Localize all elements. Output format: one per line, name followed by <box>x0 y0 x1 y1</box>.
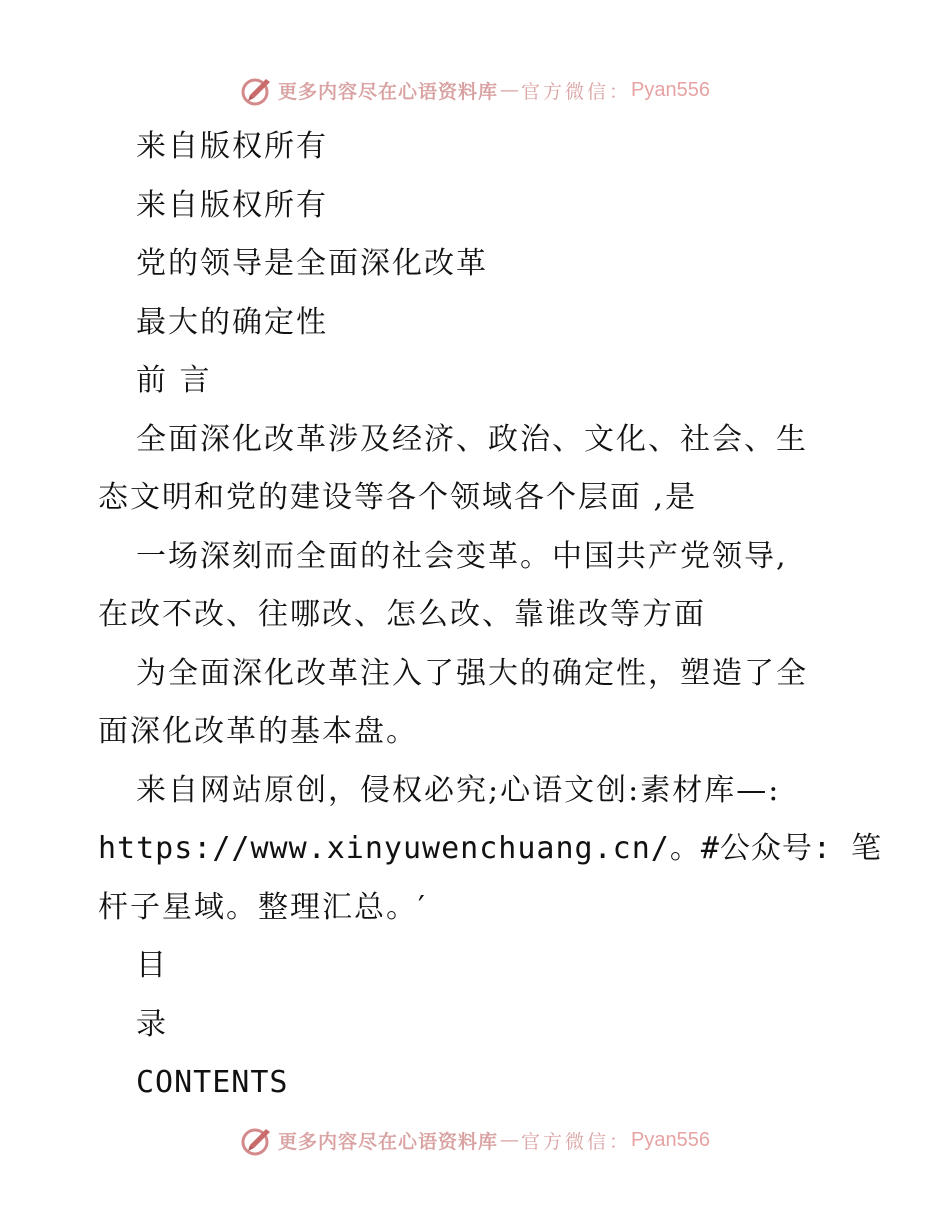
preface-heading: 前 言 <box>136 363 212 398</box>
watermark-separator: — <box>500 79 520 101</box>
watermark-wechat-id: Pyan556 <box>631 1128 710 1151</box>
watermark-wechat-id: Pyan556 <box>631 78 710 101</box>
paragraph-text: 为全面深化改革注入了强大的确定性，塑造了全 <box>136 655 808 691</box>
source-notice: 来自网站原创，侵权必究;心语文创:素材库—: <box>136 772 781 808</box>
paragraph-text: 面深化改革的基本盘。 <box>98 714 418 749</box>
paragraph-text: 态文明和党的建设等各个领域各个层面 ,是 <box>98 480 698 515</box>
document-title: 党的领导是全面深化改革 <box>136 246 488 281</box>
toc-heading: 录 <box>136 1006 168 1042</box>
paragraph-text: 全面深化改革涉及经济、政治、文化、社会、生 <box>136 421 808 457</box>
document-body <box>98 118 883 1113</box>
watermark-header <box>0 70 950 110</box>
paragraph-text: 一场深刻而全面的社会变革。中国共产党领导, <box>136 538 788 574</box>
document-title-cont: 最大的确定性 <box>136 304 328 340</box>
watermark-footer <box>0 1120 950 1160</box>
copyright-line: 来自版权所有 <box>136 129 328 164</box>
watermark-site-text: 更多内容尽在心语资料库 <box>278 80 499 103</box>
watermark-wechat-label: 官方微信： <box>521 80 632 103</box>
watermark-separator: — <box>500 1129 520 1151</box>
quill-logo-icon <box>240 73 274 107</box>
quill-logo-icon <box>240 1123 274 1157</box>
watermark-wechat-label: 官方微信： <box>521 1130 632 1153</box>
copyright-line: 来自版权所有 <box>136 187 328 223</box>
watermark-site-text: 更多内容尽在心语资料库 <box>278 1130 499 1153</box>
toc-contents: CONTENTS <box>136 1065 289 1100</box>
source-url: https://www.xinyuwenchuang.cn/。#公众号: 笔 <box>98 831 883 866</box>
paragraph-text: 在改不改、往哪改、怎么改、靠谁改等方面 <box>98 597 706 632</box>
toc-heading: 目 <box>136 948 168 983</box>
source-notice: 杆子星域。整理汇总。′ <box>98 889 427 925</box>
